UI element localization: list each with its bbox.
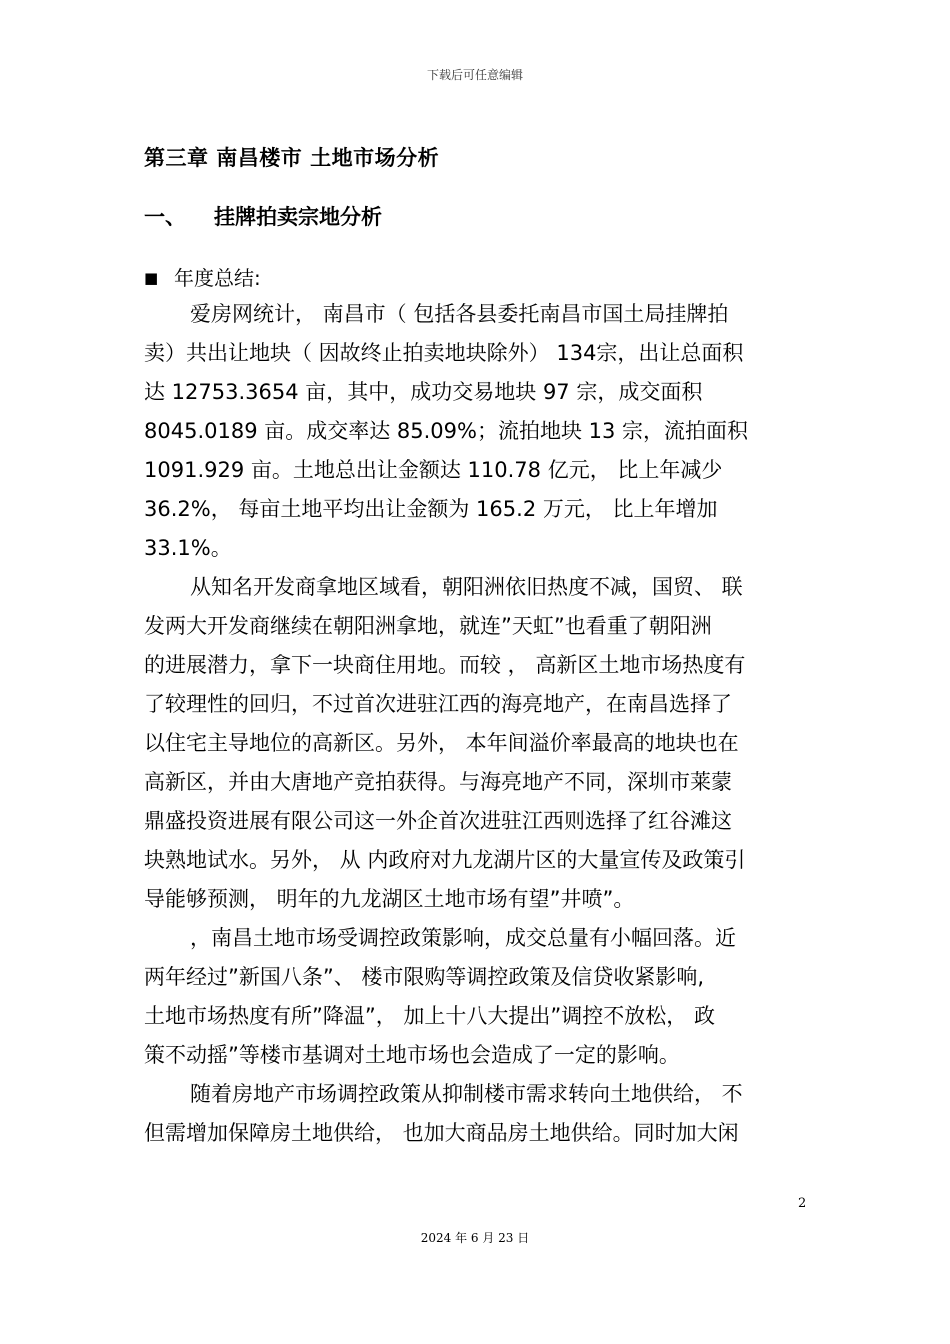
- paragraph-line: ，南昌土地市场受调控政策影响，成交总量有小幅回落。近: [190, 926, 736, 950]
- paragraph-line: 鼎盛投资进展有限公司这一外企首次进驻江西则选择了红谷滩这: [144, 809, 732, 833]
- page-header-note: 下载后可任意编辑: [426, 68, 523, 82]
- paragraph-line: 达 12753.3654 亩，其中，成功交易地块 97 宗，成交面积: [144, 380, 703, 404]
- paragraph-line: 33.1%。: [144, 536, 232, 560]
- paragraph-1: [144, 295, 808, 568]
- section-heading: [144, 201, 382, 231]
- paragraph-line: 导能够预测， 明年的九龙湖区土地市场有望”井喷”。: [144, 887, 635, 911]
- paragraph-line: 的进展潜力，拿下一块商住用地。而较 ， 高新区土地市场热度有: [144, 653, 746, 677]
- paragraph-line: 爱房网统计， 南昌市（ 包括各县委托南昌市国土局挂牌拍: [190, 302, 729, 326]
- body-text: [144, 295, 808, 1153]
- paragraph-line: 以住宅主导地位的高新区。另外， 本年间溢价率最高的地块也在: [144, 731, 739, 755]
- paragraph-line: 土地市场热度有所”降温”， 加上十八大提出”调控不放松， 政: [144, 1004, 715, 1028]
- paragraph-2: [144, 568, 808, 919]
- section-number: 一、: [144, 205, 186, 229]
- footer-date: 2024 年 6 月 23 日: [420, 1231, 530, 1245]
- chapter-title: 第三章 南昌楼市 土地市场分析: [144, 146, 440, 170]
- paragraph-line: 卖）共出让地块（ 因故终止拍卖地块除外） 134宗，出让总面积: [144, 341, 744, 365]
- paragraph-line: 1091.929 亩。土地总出让金额达 110.78 亿元， 比上年减少: [144, 458, 723, 482]
- paragraph-line: 策不动摇”等楼市基调对土地市场也会造成了一定的影响。: [144, 1043, 680, 1067]
- paragraph-3: [144, 919, 808, 1075]
- square-bullet-icon: ■: [144, 269, 159, 287]
- section-title: 挂牌拍卖宗地分析: [214, 205, 382, 229]
- paragraph-line: 了较理性的回归，不过首次进驻江西的海亮地产，在南昌选择了: [144, 692, 732, 716]
- paragraph-line: 随着房地产市场调控政策从抑制楼市需求转向土地供给， 不: [190, 1082, 743, 1106]
- paragraph-line: 块熟地试水。另外， 从 内政府对九龙湖片区的大量宣传及政策引: [144, 848, 746, 872]
- paragraph-line: 两年经过”新国八条”、 楼市限购等调控政策及信贷收紧影响,: [144, 965, 705, 989]
- bullet-item: [144, 262, 261, 291]
- paragraph-line: 但需增加保障房土地供给， 也加大商品房土地供给。同时加大闲: [144, 1121, 739, 1145]
- paragraph-line: 36.2%， 每亩土地平均出让金额为 165.2 万元， 比上年增加: [144, 497, 718, 521]
- paragraph-line: 高新区，并由大唐地产竞拍获得。与海亮地产不同，深圳市莱蒙: [144, 770, 732, 794]
- paragraph-4: [144, 1075, 808, 1153]
- paragraph-line: 发两大开发商继续在朝阳洲拿地，就连”天虹”也看重了朝阳洲: [144, 614, 712, 638]
- paragraph-line: 从知名开发商拿地区域看，朝阳洲依旧热度不减，国贸、 联: [190, 575, 743, 599]
- bullet-text: 年度总结:: [174, 266, 261, 290]
- paragraph-line: 8045.0189 亩。成交率达 85.09%；流拍地块 13 宗，流拍面积: [144, 419, 749, 443]
- page-number: 2: [798, 1196, 807, 1211]
